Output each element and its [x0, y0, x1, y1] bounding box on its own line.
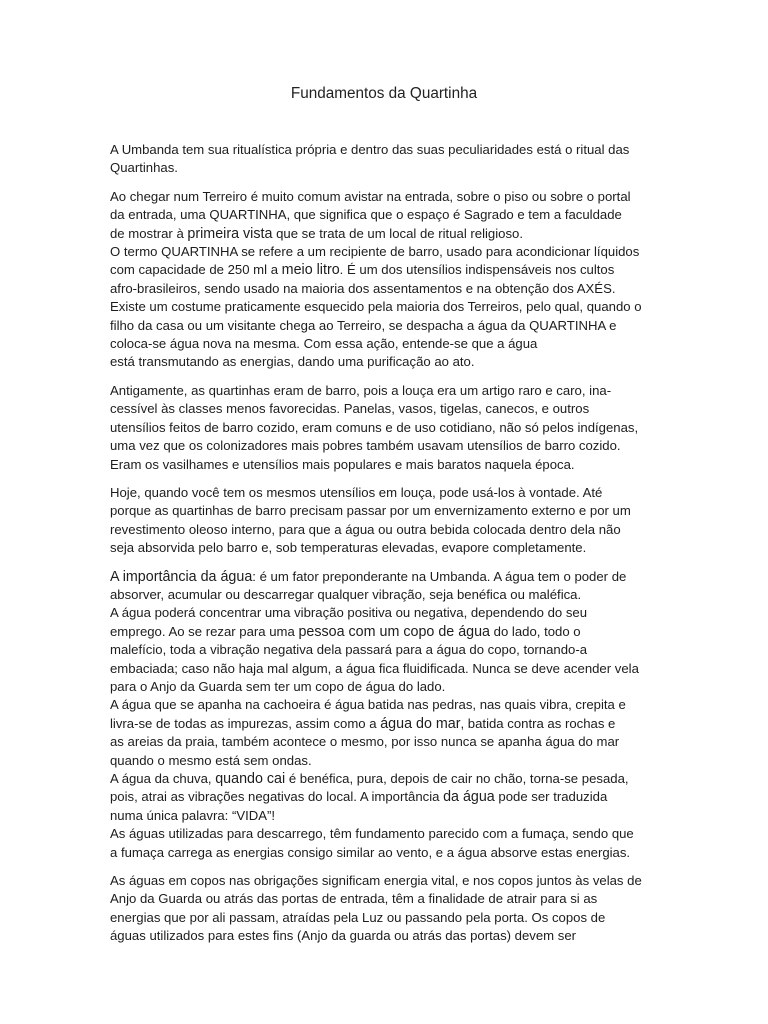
text-segment: malefício, toda a vibração negativa dela passará para a água do copo, tornando-a [110, 642, 588, 658]
text-line [110, 678, 660, 696]
emphasis-text: primeira vista [187, 225, 273, 242]
text-line [110, 456, 660, 474]
text-line [110, 261, 660, 279]
text-line [110, 159, 660, 177]
text-segment: Antigamente, as quartinhas eram de barro, pois a louça era um artigo raro e caro, ina- [110, 382, 612, 398]
text-line [110, 382, 660, 400]
document-title: Fundamentos da Quartinha [290, 85, 478, 102]
text-line [110, 521, 660, 539]
emphasis-text: meio litro [281, 262, 340, 279]
text-segment: com capacidade de 250 ml a [110, 262, 282, 278]
text-line [110, 335, 660, 353]
text-line [110, 437, 660, 455]
document-body [110, 141, 660, 946]
text-line [110, 927, 660, 945]
text-segment: A água da chuva, [110, 771, 216, 786]
text-segment: embaciada; caso não haja mal algum, a água fica fluidificada. Nunca se deve acender vela [110, 660, 639, 676]
text-segment: As águas utilizadas para descarrego, têm fundamento parecido com a fumaça, sendo que [110, 826, 634, 842]
text-segment: da entrada, uma QUARTINHA, que significa que o espaço é Sagrado e tem a faculdade [110, 207, 622, 223]
text-segment: Quartinhas. [110, 160, 178, 176]
text-segment: para o Anjo da Guarda sem ter um copo de água do lado. [110, 678, 446, 694]
text-line [110, 298, 660, 316]
text-segment: seja absorvida pelo barro e, sob temperaturas elevadas, evapore completamente. [110, 540, 587, 556]
text-line [110, 539, 660, 557]
text-line [110, 206, 660, 224]
text-segment: afro-brasileiros, sendo usado na maioria dos assentamentos e na obtenção dos AXÉS. [110, 280, 616, 296]
text-segment: cessível às classes menos favorecidas. Panelas, vasos, tigelas, canecos, e outros [110, 401, 590, 417]
paragraph [110, 141, 660, 178]
text-line [110, 243, 660, 261]
text-segment: O termo QUARTINHA se refere a um recipiente de barro, usado para acondicionar líquidos [110, 244, 640, 260]
text-segment: Anjo da Guarda ou atrás das portas de entrada, têm a finalidade de atrair para si as [110, 891, 598, 907]
paragraph [110, 188, 660, 372]
paragraph [110, 484, 660, 558]
text-line [110, 733, 660, 751]
text-line [110, 872, 660, 890]
text-segment: pois, atrai as vibrações negativas do local. A importância [110, 789, 444, 805]
text-line [110, 807, 660, 825]
text-segment: livra-se de todas as impurezas, assim como a [110, 715, 381, 731]
text-line [110, 280, 660, 298]
paragraph [110, 872, 660, 946]
text-segment: filho da casa ou um visitante chega ao Terreiro, se despacha a água da QUARTINHA e [110, 317, 617, 333]
text-segment: de mostrar à [110, 225, 188, 241]
text-segment: está transmutando as energias, dando uma purificação ao ato. [110, 354, 475, 370]
text-line [110, 586, 660, 604]
paragraph [110, 568, 660, 863]
text-segment: Existe um costume praticamente esquecido pela maioria dos Terreiros, pelo qual, quando o [110, 299, 642, 315]
text-segment: Eram os vasilhames e utensílios mais populares e mais baratos naquela época. [110, 456, 575, 472]
text-line [110, 419, 660, 437]
text-segment: : é um fator preponderante na Umbanda. A água tem o poder de [252, 568, 627, 584]
text-segment: do lado, todo o [490, 623, 581, 639]
text-segment: . É um dos utensílios indispensáveis nos cultos [339, 262, 615, 278]
text-segment: utensílios feitos de barro cozido, eram comuns e de uso cotidiano, não só pelos indígenas, [110, 419, 639, 435]
text-segment: coloca-se água nova na mesma. Com essa ação, entende-se que a água [110, 336, 538, 352]
text-line [110, 641, 660, 659]
text-line [110, 660, 660, 678]
text-segment: as areias da praia, também acontece o mesmo, por isso nunca se apanha água do mar [110, 734, 620, 750]
text-segment: As águas em copos nas obrigações significam energia vital, e nos copos juntos às velas de [110, 873, 642, 889]
text-line [110, 890, 660, 908]
text-segment: a fumaça carrega as energias consigo similar ao vento, e a água absorve estas energias. [110, 844, 631, 860]
emphasis-text: da água [443, 789, 495, 806]
text-line [110, 770, 660, 788]
text-segment: A Umbanda tem sua ritualística própria e dentro das suas peculiaridades está o ritual das [110, 142, 630, 157]
text-line [110, 696, 660, 714]
text-segment: quando o mesmo está sem ondas. [110, 752, 312, 768]
text-segment: A água poderá concentrar uma vibração positiva ou negativa, dependendo do seu [110, 605, 588, 621]
text-segment: numa única palavra: “VIDA”! [110, 807, 276, 823]
text-segment: A água que se apanha na cachoeira é água batida nas pedras, nas quais vibra, crepita e [110, 697, 626, 713]
text-line [110, 825, 660, 843]
text-line [110, 604, 660, 622]
emphasis-text: A importância da água [110, 568, 253, 585]
text-line [110, 623, 660, 641]
text-segment: uma vez que os colonizadores mais pobres também usavam utensílios de barro cozido. [110, 438, 621, 454]
text-line [110, 353, 660, 371]
text-line [110, 568, 660, 586]
text-segment: emprego. Ao se rezar para uma [110, 623, 299, 639]
text-segment: águas utilizados para estes fins (Anjo da guarda ou atrás das portas) devem ser [110, 928, 577, 944]
text-line [110, 188, 660, 206]
text-line [110, 788, 660, 806]
paragraph [110, 382, 660, 474]
emphasis-text: pessoa com um copo de água [298, 623, 490, 640]
text-segment: , batida contra as rochas e [460, 715, 616, 731]
text-line [110, 502, 660, 520]
emphasis-text: água do mar [380, 715, 461, 732]
text-line [110, 400, 660, 418]
text-segment: que se trata de um local de ritual religioso. [272, 225, 523, 241]
text-line [110, 141, 660, 159]
text-segment: absorver, acumular ou descarregar qualquer vibração, seja benéfica ou maléfica. [110, 586, 582, 602]
emphasis-text: quando cai [215, 771, 286, 787]
text-segment: pode ser traduzida [494, 789, 608, 805]
text-segment: Hoje, quando você tem os mesmos utensílios em louça, pode usá-los à vontade. Até [110, 484, 603, 500]
text-line [110, 844, 660, 862]
text-segment: Ao chegar num Terreiro é muito comum avistar na entrada, sobre o piso ou sobre o portal [110, 188, 631, 204]
text-line [110, 484, 660, 502]
text-segment: porque as quartinhas de barro precisam passar por um envernizamento externo e por um [110, 503, 631, 519]
text-line [110, 715, 660, 733]
text-line [110, 909, 660, 927]
text-segment: energias que por ali passam, atraídas pela Luz ou passando pela porta. Os copos de [110, 909, 606, 925]
text-segment: é benéfica, pura, depois de cair no chão, torna-se pesada, [285, 771, 629, 786]
text-line [110, 317, 660, 335]
text-line [110, 752, 660, 770]
text-segment: revestimento oleoso interno, para que a água ou outra bebida colocada dentro dela não [110, 521, 621, 537]
text-line [110, 225, 660, 243]
